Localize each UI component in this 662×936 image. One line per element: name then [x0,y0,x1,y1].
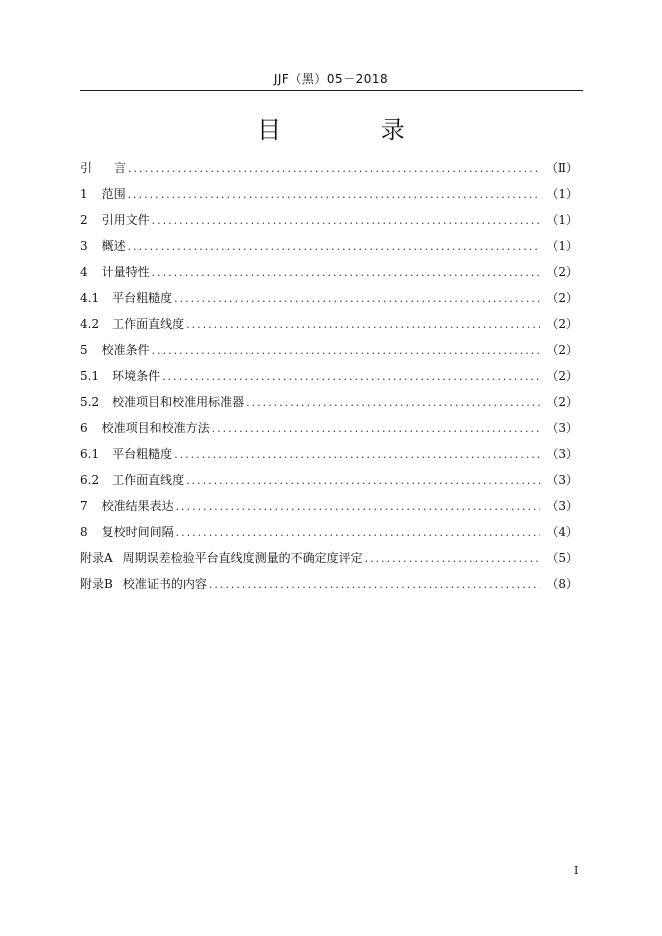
dot-leader [174,448,540,461]
toc-entry-title: 校准证书的内容 [122,577,207,591]
toc-entry-number: 2 [80,213,88,227]
toc-entry[interactable] [80,263,578,289]
page-title: 目 录 [257,116,451,144]
toc-entry[interactable] [80,315,578,341]
toc-entry-page: （2） [546,317,578,331]
toc-entry-title: 平台粗糙度 [112,291,173,305]
toc-entry-number: 5 [80,343,88,357]
dot-leader [174,292,540,305]
toc-entry-title: 复校时间间隔 [101,525,174,539]
toc-entry-title: 言 [114,161,127,175]
toc-entry[interactable] [80,289,578,315]
toc-entry-title: 校准项目和校准方法 [101,421,210,435]
toc-entry-title: 引用文件 [101,213,150,227]
dot-leader [176,526,541,539]
dot-leader [128,188,541,201]
toc-entry-title: 周期误差检验平台直线度测量的不确定度评定 [122,551,363,565]
toc-entry-page: （1） [546,213,578,227]
toc-entry-number: 5.2 [80,395,100,409]
toc-entry-title: 平台粗糙度 [112,447,173,461]
toc-entry-page: （1） [546,187,578,201]
table-of-contents [80,159,578,601]
toc-entry-page: （2） [546,291,578,305]
toc-entry[interactable] [80,237,578,263]
toc-entry-page: （8） [546,577,578,591]
dot-leader [365,552,541,565]
toc-entry[interactable] [80,523,578,549]
toc-entry-number: 4.1 [80,291,100,305]
toc-entry[interactable] [80,471,578,497]
toc-entry-title: 环境条件 [112,369,161,383]
toc-entry-title: 工作面直线度 [112,473,185,487]
toc-entry-number: 1 [80,187,88,201]
toc-entry[interactable] [80,159,578,185]
dot-leader [128,162,540,175]
dot-leader [152,344,541,357]
toc-entry-page: （3） [546,421,578,435]
toc-entry[interactable] [80,575,578,601]
toc-entry-title: 工作面直线度 [112,317,185,331]
toc-entry-page: （Ⅱ） [545,161,578,175]
toc-entry-page: （3） [546,473,578,487]
header-rule [80,90,583,91]
dot-leader [128,240,541,253]
toc-entry-page: （4） [546,525,578,539]
dot-leader [246,396,540,409]
toc-entry[interactable] [80,393,578,419]
toc-entry-page: （3） [546,499,578,513]
toc-entry-number: 5.1 [80,369,100,383]
dot-leader [212,422,541,435]
toc-entry[interactable] [80,497,578,523]
toc-entry-page: （5） [546,551,578,565]
toc-entry-page: （3） [546,447,578,461]
page-number: I [574,864,579,877]
toc-entry[interactable] [80,445,578,471]
toc-entry-title: 计量特性 [101,265,150,279]
toc-entry-page: （2） [546,369,578,383]
toc-entry-number: 4.2 [80,317,100,331]
toc-entry-page: （2） [546,395,578,409]
toc-entry[interactable] [80,211,578,237]
toc-entry-page: （1） [546,239,578,253]
dot-leader [209,578,541,591]
toc-entry-number: 附录A [80,551,113,565]
toc-entry-number: 引 [80,161,93,175]
toc-entry-number: 8 [80,525,88,539]
toc-entry[interactable] [80,367,578,393]
dot-leader [186,474,540,487]
dot-leader [152,214,541,227]
toc-entry-number: 3 [80,239,88,253]
toc-entry-page: （2） [546,265,578,279]
toc-entry-title: 范围 [101,187,126,201]
toc-entry-number: 6.1 [80,447,100,461]
toc-entry-title: 校准项目和校准用标准器 [112,395,245,409]
toc-entry-page: （2） [546,343,578,357]
toc-entry-number: 附录B [80,577,113,591]
toc-entry-title: 概述 [101,239,126,253]
toc-entry-title: 校准结果表达 [101,499,174,513]
toc-entry[interactable] [80,185,578,211]
toc-entry-title: 校准条件 [101,343,150,357]
dot-leader [176,500,541,513]
dot-leader [152,266,541,279]
toc-entry[interactable] [80,341,578,367]
toc-entry[interactable] [80,419,578,445]
dot-leader [162,370,540,383]
toc-entry-number: 4 [80,265,88,279]
toc-entry-number: 6 [80,421,88,435]
toc-entry[interactable] [80,549,578,575]
toc-entry-number: 7 [80,499,88,513]
standard-code: JJF（黑）05－2018 [273,72,389,86]
dot-leader [186,318,540,331]
toc-entry-number: 6.2 [80,473,100,487]
